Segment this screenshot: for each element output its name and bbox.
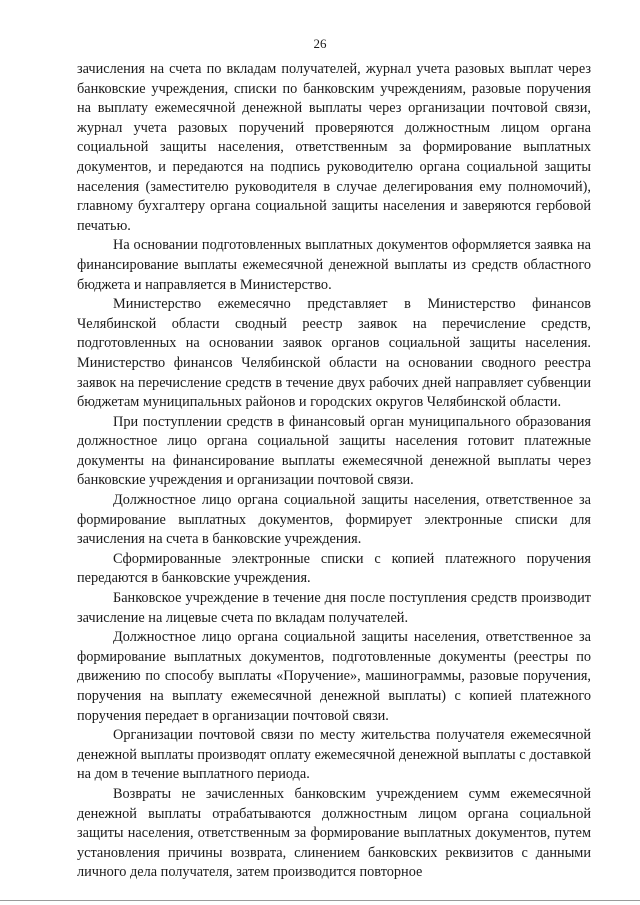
paragraph-lists-transfer: Сформированные электронные списки с копией платежного поручения передаются в банковские учреждения. bbox=[77, 550, 591, 587]
page-bottom-border bbox=[0, 900, 640, 901]
paragraph-funds-receipt: При поступлении средств в финансовый орган муниципального образования должностное лицо органа социальной защиты населения готовит платежные документы на финансирование выплаты ежемесячной денежной выплаты через банковские учреждения и организации почтовой связи. bbox=[77, 413, 591, 489]
page-number: 26 bbox=[313, 36, 327, 51]
paragraph-funding-request: На основании подготовленных выплатных документов оформляется заявка на финансирование выплаты ежемесячной денежной выплаты из средств областного бюджета и направляется в Министерство. bbox=[77, 237, 591, 293]
paragraph-continuation: зачисления на счета по вкладам получателей, журнал учета разовых выплат через банковские учреждения, списки по банковским учреждениям, разовые поручения на выплату ежемесячной денежной выплаты через организации почтовой связи, журнал учета разовых поручений проверяются должностным лицом органа социальной защиты населения, ответственным за формирование выплатных документов, и передаются на подпись руководителю органа социальной защиты населения (заместителю руководителя в случае делегирования ему полномочий), главному бухгалтеру органа социальной защиты населения и заверяются гербовой печатью. bbox=[77, 61, 591, 234]
paragraph-electronic-lists: Должностное лицо органа социальной защиты населения, ответственное за формирование выплатных документов, формирует электронные списки для зачисления на счета в банковские учреждения. bbox=[77, 492, 591, 548]
paragraph-ministry-registry: Министерство ежемесячно представляет в Министерство финансов Челябинской области сводный реестр заявок на перечисление средств, подготовленных на основании заявок органов социальной защиты населения. Министерство финансов Челябинской области на основании сводного реестра заявок на перечисление средств в течение двух рабочих дней направляет субвенции бюджетам муниципальных районов и городских округов Челябинской области. bbox=[77, 296, 591, 411]
paragraph-postal-payment: Организации почтовой связи по месту жительства получателя ежемесячной денежной выплаты производят оплату ежемесячной денежной выплаты с доставкой на дом в течение выплатного периода. bbox=[77, 727, 591, 783]
paragraph-returns: Возвраты не зачисленных банковским учреждением сумм ежемесячной денежной выплаты отрабатываются должностным лицом органа социальной защиты населения, ответственным за формирование выплатных документов, путем установления причины возврата, слинением банковских реквизитов с данными личного дела получателя, затем производится повторное bbox=[77, 785, 591, 881]
paragraph-bank-crediting: Банковское учреждение в течение дня после поступления средств производит зачисление на лицевые счета по вкладам получателей. bbox=[77, 590, 591, 626]
paragraph-postal-documents: Должностное лицо органа социальной защиты населения, ответственное за формирование выплатных документов, подготовленные документы (реестры по движению по способу выплаты «Поручение», машинограммы, разовые поручения, поручения на выплату ежемесячной денежной выплаты) с копией платежного поручения передает в организации почтовой связи. bbox=[77, 629, 591, 724]
document-body bbox=[77, 60, 591, 883]
